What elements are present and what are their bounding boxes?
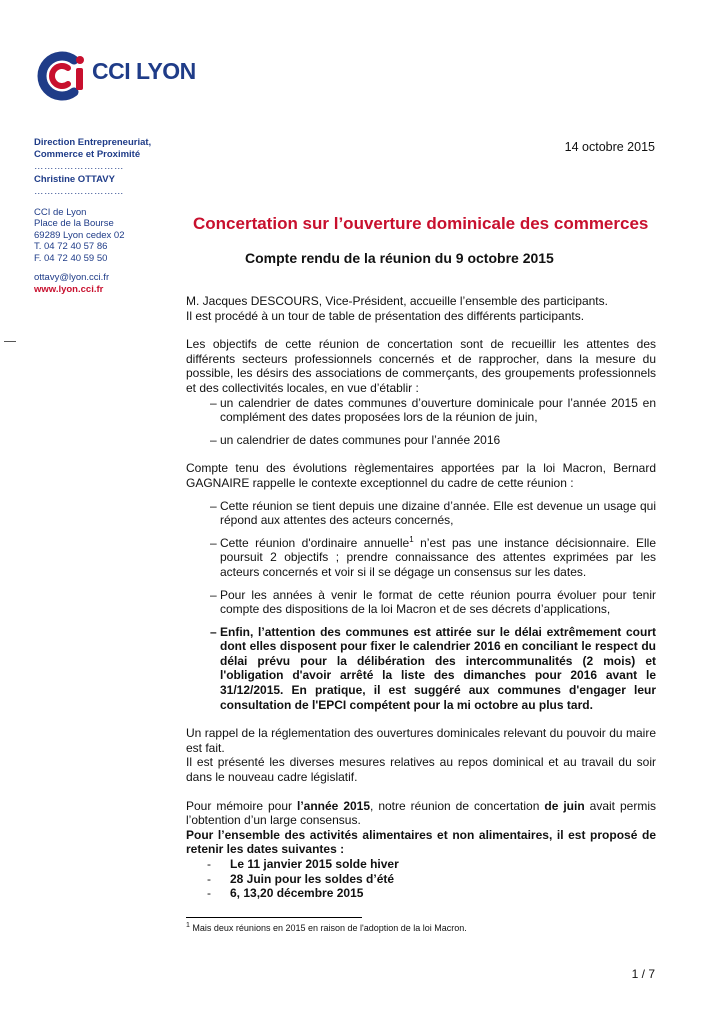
list-item xyxy=(186,588,656,617)
department-line-1: Direction Entrepreneuriat, xyxy=(34,137,152,148)
memo-paragraph xyxy=(186,799,656,828)
footnote-separator xyxy=(186,917,362,918)
dotted-separator: ……………………… xyxy=(34,186,124,197)
list-item-text: Pour les années à venir le format de cette réunion pourra évoluer pour tenir compte des dispositions de la loi Macron et de ses décrets d’applications, xyxy=(220,587,656,617)
date-item-text: 6, 13,20 décembre 2015 xyxy=(230,886,364,901)
date-item xyxy=(186,872,656,887)
date-item xyxy=(186,886,656,901)
memo-year: l’année 2015 xyxy=(296,798,371,813)
logo-text: CCI LYON xyxy=(92,58,196,84)
list-item xyxy=(186,396,656,425)
cci-logo-icon xyxy=(34,48,90,104)
hyphen-bullet: - xyxy=(207,857,211,871)
date-item-text: Le 11 janvier 2015 solde hiver xyxy=(230,857,399,871)
page-number: 1 / 7 xyxy=(631,967,655,981)
list-item-text: Cette réunion se tient depuis une dizaine d’année. Elle est devenue un usage qui répond aux attentes des acteurs concernés, xyxy=(220,498,656,528)
memo-text: Pour mémoire pour xyxy=(186,798,297,813)
list-item-text: Cette réunion d'ordinaire annuelle xyxy=(220,535,410,550)
footnote xyxy=(186,923,467,933)
date-item xyxy=(186,857,656,872)
date-item-text: 28 Juin pour les soldes d’été xyxy=(230,871,395,886)
dash-bullet: – xyxy=(210,395,217,410)
sender-sidebar xyxy=(34,137,174,295)
email-link[interactable]: ottavy@lyon.cci.fr xyxy=(34,272,110,283)
objectives-paragraph: Les objectifs de cette réunion de concertation sont de recueillir les attentes des différents secteurs professionnels concernés et de rapprocher, dans la mesure du possible, les désirs des associations de commerçants, des groupements professionnels et des collectivités locales, en vue d’établir : xyxy=(186,337,656,395)
footnote-number: 1 xyxy=(186,922,190,929)
memo-text: , notre réunion de concertation xyxy=(370,798,545,813)
document-body xyxy=(186,294,656,901)
fax-line: F. 04 72 40 59 50 xyxy=(34,252,108,264)
intro-paragraph: M. Jacques DESCOURS, Vice-Président, accueille l’ensemble des participants. xyxy=(186,294,608,308)
memo-text: avait permis l’obtention d’un large consensus. xyxy=(186,798,656,828)
list-item xyxy=(186,433,656,448)
document-date: 14 octobre 2015 xyxy=(564,140,655,154)
contact-name: Christine OTTAVY xyxy=(34,173,115,185)
cci-lyon-logo xyxy=(34,48,204,108)
hyphen-bullet: - xyxy=(207,871,211,886)
dash-bullet: – xyxy=(210,498,217,513)
memo-june: de juin xyxy=(544,798,585,813)
fold-mark xyxy=(4,341,16,342)
dash-bullet: – xyxy=(210,587,217,602)
list-item-text: un calendrier de dates communes d’ouverture dominicale pour l’année 2015 en complément des dates proposées lors de la réunion de juin, xyxy=(220,395,656,425)
footnote-text: Mais deux réunions en 2015 en raison de l'adoption de la loi Macron. xyxy=(189,923,467,933)
list-item xyxy=(186,536,656,580)
list-item xyxy=(186,625,656,713)
reminder-paragraph: Un rappel de la réglementation des ouvertures dominicales relevant du pouvoir du maire est fait. xyxy=(186,726,656,755)
list-item xyxy=(186,499,656,528)
footnote-ref[interactable]: 1 xyxy=(409,534,414,544)
phone-line: T. 04 72 40 57 86 xyxy=(34,241,108,252)
document-subtitle: Compte rendu de la réunion du 9 octobre 2015 xyxy=(245,250,554,266)
website-link[interactable]: www.lyon.cci.fr xyxy=(34,283,104,295)
dash-bullet: – xyxy=(210,432,217,447)
dotted-separator: ……………………… xyxy=(34,161,124,172)
document-title: Concertation sur l’ouverture dominicale des commerces xyxy=(193,214,649,233)
address-line: 69289 Lyon cedex 02 xyxy=(34,229,125,241)
list-item-text: un calendrier de dates communes pour l’année 2016 xyxy=(220,432,501,447)
list-item-text-bold: Enfin, l’attention des communes est attirée sur le délai extrêmement court dont elles disposent pour fixer le calendrier 2016 en conciliant le respect du délai prévu pour la délibération des intercommunalités (2 mois) et l'obligation d'avoir arrêté la liste des dimanches pour 2016 avant le 31/12/2015. En pratique, il est suggéré aux communes d'engager leur consultation de l'EPCI compétent pour la mi octobre au plus tard. xyxy=(220,624,656,712)
department-line-2: Commerce et Proximité xyxy=(34,148,141,160)
proposal-paragraph: Pour l’ensemble des activités alimentaires et non alimentaires, il est proposé de retenir les dates suivantes : xyxy=(186,827,656,857)
intro-paragraph: Il est procédé à un tour de table de présentation des différents participants. xyxy=(186,308,585,323)
list-item-text: n’est pas une instance décisionnaire. Elle poursuit 2 objectifs ; prendre connaissance des attentes exprimées par les acteurs concernés et voir si il se dégage un consensus sur les dates. xyxy=(220,535,656,579)
context-paragraph: Compte tenu des évolutions règlementaires apportées par la loi Macron, Bernard GAGNAIRE rappelle le contexte exceptionnel du cadre de cette réunion : xyxy=(186,461,656,490)
dash-bullet: – xyxy=(210,535,217,550)
dash-bullet: – xyxy=(210,624,217,639)
address-line: CCI de Lyon xyxy=(34,206,87,218)
address-line: Place de la Bourse xyxy=(34,218,114,229)
hyphen-bullet: - xyxy=(207,886,211,901)
reminder-paragraph: Il est présenté les diverses mesures relatives au repos dominical et au travail du soir dans le nouveau cadre législatif. xyxy=(186,755,656,785)
